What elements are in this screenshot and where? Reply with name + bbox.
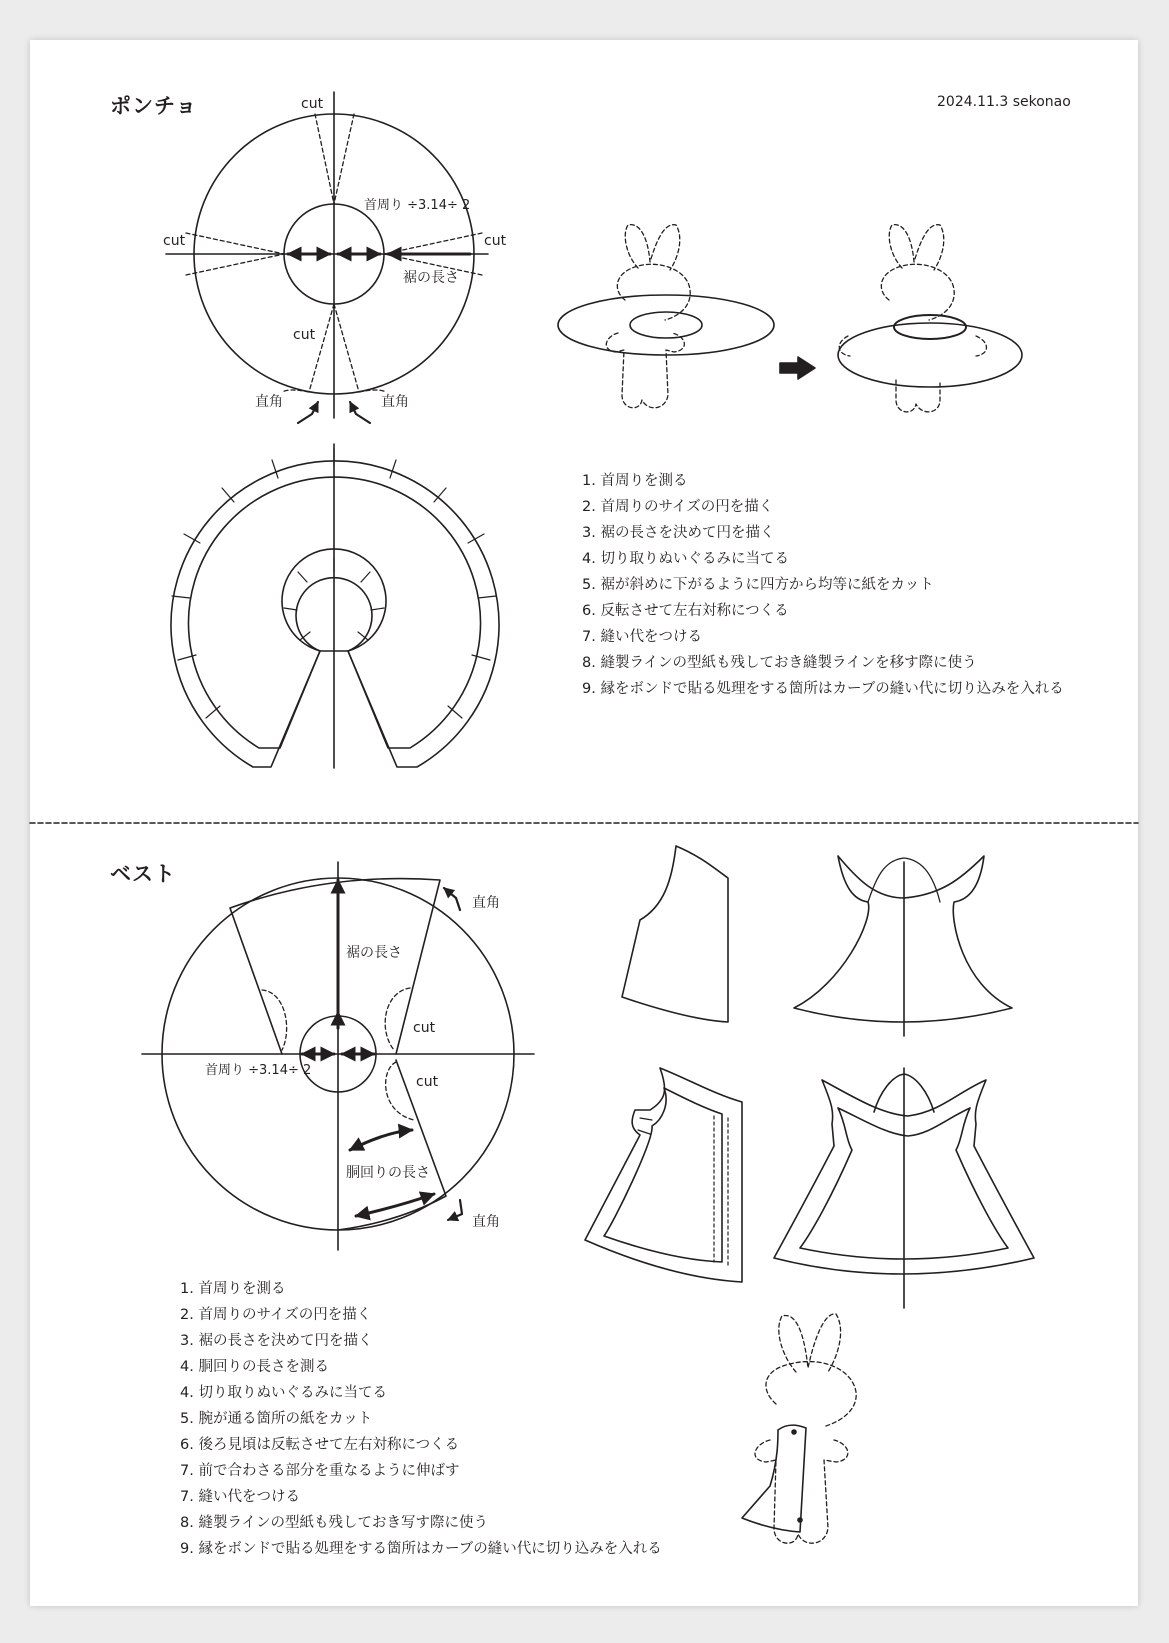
poncho-cut-label-right: cut [484,233,507,249]
list-item: 1. 首周りを測る [180,1281,286,1297]
vest-title: ベスト [110,862,176,886]
list-item: 7. 前で合わさる部分を重なるように伸ばす [180,1463,460,1479]
vest-waist-length-label: 胴回りの長さ [346,1165,430,1181]
list-item: 8. 縫製ラインの型紙も残しておき縫製ラインを移す際に使う [582,655,977,671]
vest-neck-formula: 首周り ÷3.14÷ 2 [205,1063,312,1078]
list-item: 2. 首周りのサイズの円を描く [180,1307,372,1323]
vest-back-piece [794,856,1012,1036]
poncho-title: ポンチョ [110,94,198,118]
list-item: 4. 胴回りの長さを測る [180,1359,329,1375]
list-item: 2. 首周りのサイズの円を描く [582,499,774,515]
list-item: 4. 切り取りぬいぐるみに当てる [582,551,789,567]
poncho-seam-allowance-pattern [171,444,499,768]
vest-front-piece [622,846,728,1022]
poncho-neck-formula: 首周り ÷3.14÷ 2 [364,198,471,213]
poncho-bunny-illustration-before [558,225,774,408]
vest-cut-label-upper: cut [413,1020,436,1036]
poncho-cut-label-left: cut [163,233,186,249]
vest-front-seam-pattern [585,1068,742,1282]
list-item: 6. 後ろ見頃は反転させて左右対称につくる [180,1437,460,1453]
poncho-right-angle-left: 直角 [255,394,283,410]
vest-circle-diagram [142,862,534,1250]
vest-back-seam-pattern [774,1068,1034,1308]
vest-steps-list [180,1276,662,1562]
list-item: 9. 縁をボンドで貼る処理をする箇所はカーブの縫い代に切り込みを入れる [180,1541,662,1557]
list-item: 7. 縫い代をつける [180,1489,300,1505]
vest-cut-label-lower: cut [416,1074,439,1090]
list-item: 4. 切り取りぬいぐるみに当てる [180,1385,387,1401]
transform-arrow-icon [780,357,815,379]
vest-right-angle-bottom: 直角 [472,1214,500,1230]
list-item: 9. 縁をボンドで貼る処理をする箇所はカーブの縫い代に切り込みを入れる [582,681,1064,697]
poncho-bunny-illustration-after [838,225,1022,412]
list-item: 5. 裾が斜めに下がるように四方から均等に紙をカット [582,577,934,593]
list-item: 5. 腕が通る箇所の紙をカット [180,1411,373,1427]
list-item: 8. 縫製ラインの型紙も残しておき写す際に使う [180,1515,489,1531]
poncho-right-angle-right: 直角 [381,394,409,410]
vest-right-angle-top: 直角 [472,895,500,911]
vest-hem-length-label: 裾の長さ [346,945,402,961]
poncho-circle-diagram [166,92,488,423]
poncho-cut-label-top: cut [301,96,324,112]
poncho-hem-length-label: 裾の長さ [403,270,459,286]
date-author: 2024.11.3 sekonao [937,94,1071,110]
list-item: 6. 反転させて左右対称につくる [582,603,789,619]
poncho-steps-list [582,468,1064,702]
list-item: 3. 裾の長さを決めて円を描く [180,1333,373,1349]
list-item: 1. 首周りを測る [582,473,688,489]
list-item: 7. 縫い代をつける [582,629,702,645]
vest-bunny-illustration [742,1314,856,1543]
list-item: 3. 裾の長さを決めて円を描く [582,525,775,541]
poncho-cut-label-bottom: cut [293,327,316,343]
